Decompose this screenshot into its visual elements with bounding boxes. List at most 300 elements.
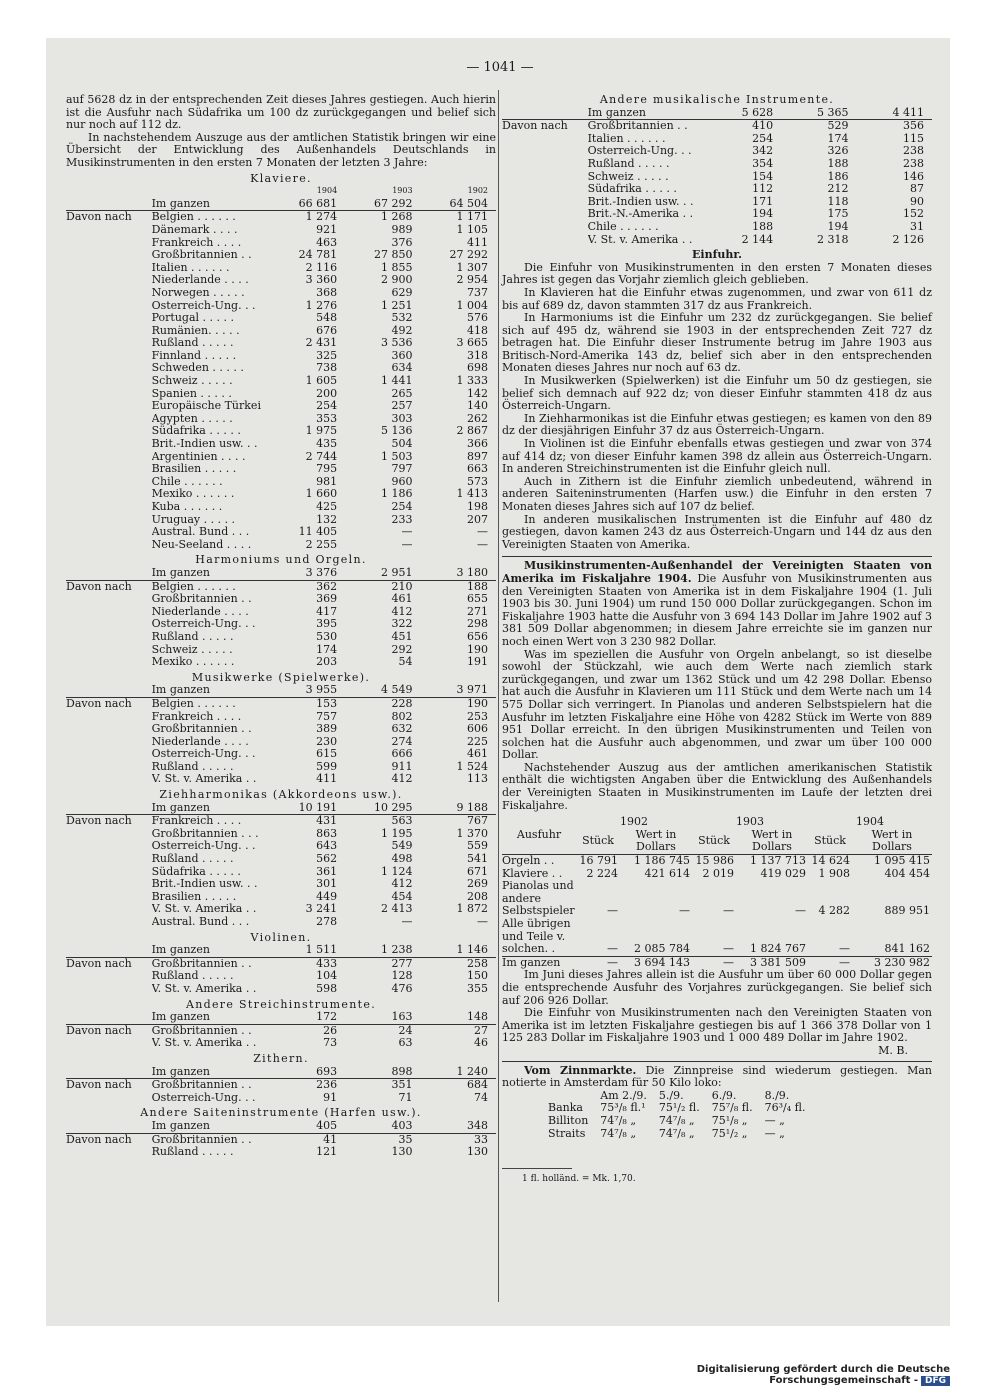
value-cell: 476 (391, 982, 413, 995)
country-cell: Rußland . . . . . (151, 1146, 234, 1159)
value-cell: 326 (827, 145, 849, 158)
table-row (502, 918, 932, 956)
value-cell: 412 (391, 605, 413, 618)
zithern-table (66, 1066, 496, 1105)
spacer-cell (66, 237, 152, 250)
total-value: 163 (345, 1011, 420, 1024)
davon-label: Davon nach (66, 580, 132, 593)
metal-cell: Banka (548, 1101, 583, 1115)
stueck-header: Stück (698, 834, 730, 848)
klaviere-table (66, 185, 496, 551)
value-cell: 841 162 (884, 942, 930, 956)
country-cell: Südafrika . . . . . (151, 865, 241, 878)
year-header: 1902 (467, 186, 488, 196)
total-value: 405 (270, 1120, 345, 1133)
table-row (502, 221, 932, 234)
value-cell: 112 (752, 183, 774, 196)
total-label: Im ganzen (152, 802, 270, 815)
table-row (66, 891, 496, 904)
table-row (502, 880, 932, 918)
value-cell: 404 454 (884, 867, 930, 880)
harmoniums-table (66, 567, 496, 669)
value-cell: 2 744 (305, 450, 338, 463)
price-cell: 74⁷/₈ „ (600, 1113, 637, 1127)
einfuhr-paragraph: In Musikwerken (Spielwerken) ist die Einfuhr um 50 dz gestiegen, sie belief sich demnach auf 922 dz; von dieser Einfuhr stammten 418 dz aus Österreich-Ungarn. (502, 374, 932, 413)
total-value: — (723, 956, 734, 969)
einfuhr-heading: Einfuhr. (692, 248, 742, 262)
value-cell: 342 (752, 145, 774, 158)
value-cell: 46 (474, 1037, 488, 1050)
value-cell: 1 370 (456, 827, 488, 840)
value-cell: 802 (391, 710, 413, 723)
einfuhr-paragraph: In Violinen ist die Einfuhr ebenfalls etwas gestiegen und zwar von 374 auf 414 dz; von dieser Einfuhr kamen 398 dz allein aus Österreich-Ungarn. In anderen Streichinstrumenten ist die Einfuhr gleich null. (502, 437, 932, 476)
value-cell: 615 (316, 748, 338, 761)
einfuhr-paragraph: Die Einfuhr von Musikinstrumenten in den ersten 7 Monaten dieses Jahres ist gegen das Vorjahr ziemlich gleich geblieben. (502, 260, 932, 287)
spacer-cell (502, 145, 588, 158)
value-cell: 212 (827, 183, 849, 196)
wert-header: Wert in Dollars (871, 828, 913, 854)
table-row (502, 183, 932, 196)
footer-text: Digitalisierung gefördert durch die Deutsche Forschungsgemeinschaft - (696, 1364, 950, 1386)
spacer-cell (66, 903, 152, 916)
value-cell: — (401, 538, 413, 551)
value-cell: 419 029 (760, 867, 806, 880)
price-cell: 76³/₄ fl. (764, 1101, 806, 1115)
country-cell: Großbritannien . . (151, 593, 252, 606)
total-value: 348 (421, 1120, 496, 1133)
table-row (66, 224, 496, 237)
table-row (66, 413, 496, 426)
total-label: Im ganzen (152, 567, 270, 580)
value-cell: 461 (391, 593, 413, 606)
total-value: 10 295 (345, 802, 420, 815)
davon-label: Davon nach (66, 814, 132, 828)
total-row (66, 1066, 496, 1079)
spacer-cell (66, 425, 152, 438)
spacer-cell (502, 234, 588, 247)
value-cell: 2 318 (817, 233, 849, 246)
value-cell: 351 (391, 1078, 413, 1092)
value-cell: 318 (467, 349, 488, 362)
spacer-cell (502, 208, 588, 221)
value-cell: 35 (398, 1133, 413, 1146)
value-cell: 16 791 (579, 854, 618, 868)
spacer-cell (66, 618, 152, 631)
value-cell: 254 (752, 132, 774, 145)
value-cell: 376 (391, 236, 413, 249)
total-row (66, 684, 496, 697)
table-row (66, 593, 496, 606)
value-cell: 989 (391, 223, 413, 236)
total-label: Im ganzen (152, 944, 270, 957)
value-cell: 254 (391, 501, 413, 513)
value-cell: 981 (316, 475, 338, 488)
musikwerke-section (66, 672, 496, 786)
table-row (66, 300, 496, 313)
value-cell: 54 (398, 656, 413, 669)
country-cell: Großbritannien . . (151, 723, 252, 736)
total-value: 693 (270, 1066, 345, 1079)
country-cell: Kuba . . . . . . (151, 501, 223, 513)
value-cell: 431 (316, 814, 338, 828)
total-value: 5 365 (781, 107, 856, 120)
value-cell: 278 (316, 916, 338, 928)
spacer-cell (66, 567, 152, 580)
stueck-header: Stück (582, 834, 614, 848)
davon-label: Davon nach (66, 957, 132, 970)
value-cell: 863 (316, 827, 338, 840)
table-row (66, 916, 496, 929)
value-cell: 277 (391, 957, 413, 970)
spacer-cell (66, 463, 152, 476)
country-cell: Großbritannien . . (151, 1133, 252, 1146)
value-cell: 14 624 (811, 854, 850, 868)
total-label: Im ganzen (152, 1120, 270, 1133)
country-cell: Großbritannien . . (151, 1024, 252, 1037)
spacer-cell (66, 514, 152, 527)
item-cell: Klaviere . . (502, 867, 563, 880)
value-cell: 115 (903, 132, 924, 145)
table-row (66, 723, 496, 736)
value-cell: 207 (467, 513, 488, 526)
value-cell: 598 (316, 982, 338, 995)
spacer-cell (66, 970, 152, 983)
total-value: 4 411 (857, 107, 932, 120)
value-cell: 737 (467, 286, 488, 299)
us-paragraph: Die Einfuhr von Musikinstrumenten nach den Vereinigten Staaten von Amerika ist im letzten Fiskaljahre gestiegen bis auf 1 366 378 Dollar von 1 125 283 Dollar im Fiskaljahre 1903 und 1 000 489 Dollar im Jahre 1902. (502, 1006, 932, 1045)
value-cell: 1 441 (381, 375, 413, 388)
country-cell: Frankreich . . . . (151, 236, 242, 249)
table-row (502, 868, 932, 881)
value-cell: 425 (316, 501, 338, 513)
country-cell: Großbritannien . . . (151, 827, 259, 840)
table-row (66, 1079, 496, 1092)
value-cell: 253 (467, 710, 488, 723)
total-label: Im ganzen (502, 956, 561, 969)
violinen-table (66, 944, 496, 995)
spacer-cell (66, 312, 152, 325)
us-export-table (502, 816, 932, 969)
value-cell: 454 (391, 890, 413, 903)
country-cell: V. St. v. Amerika . . (151, 903, 257, 916)
table-row (66, 539, 496, 552)
value-cell: 153 (316, 697, 338, 710)
spacer-cell (66, 866, 152, 879)
value-cell: 366 (467, 438, 488, 451)
wert-header: Wert in Dollars (635, 828, 677, 854)
column-divider (498, 90, 499, 1302)
value-cell: 418 (467, 324, 488, 337)
value-cell: 1 171 (456, 210, 488, 224)
value-cell: 146 (903, 170, 924, 183)
value-cell: 2 900 (381, 274, 413, 287)
spacer-cell (66, 400, 152, 413)
spacer-cell (66, 606, 152, 619)
item-cell: Alle übrigen und Teile v. solchen. . (502, 918, 571, 956)
table-row (66, 438, 496, 451)
total-row (66, 1011, 496, 1024)
total-value: 66 681 (270, 198, 345, 211)
country-cell: Ägypten . . . . . (151, 412, 233, 425)
section-title: Andere Streichinstrumente. (185, 997, 377, 1011)
value-cell: 1 186 (381, 488, 413, 501)
value-cell: 676 (316, 324, 338, 337)
spacer-cell (502, 221, 588, 234)
value-cell: 1 274 (305, 210, 338, 224)
value-cell: 389 (316, 723, 338, 736)
table-row (66, 262, 496, 275)
einfuhr-paragraph: In Harmoniums ist die Einfuhr um 232 dz zurückgegangen. Sie belief sich auf 495 dz, während sie 1903 in der entsprechenden Zeit 727 dz betragen hat. Die Einfuhr dieser Instrumente betrug im Jahre 1903 aus Britisch-Nord-Amerika 143 dz, belief sich aber in den entsprechenden Monaten dieses Jahres nur noch auf 63 dz. (502, 311, 932, 375)
table-row (66, 644, 496, 657)
value-cell: 175 (827, 208, 849, 221)
total-row (66, 944, 496, 957)
spacer-cell (66, 853, 152, 866)
value-cell: 128 (391, 970, 413, 983)
value-cell: 190 (467, 697, 488, 710)
table-row (66, 287, 496, 300)
value-cell: 254 (316, 400, 338, 413)
spacer-cell (66, 631, 152, 644)
country-cell: Brasilien . . . . . (151, 890, 237, 903)
price-cell: 75³/₈ fl.¹ (600, 1101, 646, 1115)
value-cell: 412 (391, 878, 413, 891)
price-cell: 75¹/₈ „ (711, 1113, 748, 1127)
table-row (66, 840, 496, 853)
country-cell: Rußland . . . . . (151, 970, 234, 983)
value-cell: 74 (474, 1091, 488, 1104)
table-row (502, 133, 932, 146)
value-cell: 634 (391, 362, 413, 375)
value-cell: 265 (391, 387, 413, 400)
value-cell: 532 (391, 312, 413, 325)
value-cell: 198 (467, 501, 488, 513)
value-cell: 208 (467, 890, 488, 903)
spacer-cell (66, 526, 152, 539)
total-value: 172 (270, 1011, 345, 1024)
spacer-cell (66, 802, 152, 815)
value-cell: 435 (316, 438, 338, 451)
value-cell: 632 (391, 723, 413, 736)
table-row (66, 580, 496, 593)
spacer-cell (66, 249, 152, 262)
value-cell: 463 (316, 236, 338, 249)
table-row (66, 656, 496, 669)
country-cell: Schweiz . . . . . (587, 170, 669, 183)
davon-label: Davon nach (66, 697, 132, 710)
value-cell: 2 116 (305, 261, 338, 274)
table-row (66, 350, 496, 363)
section-title: Harmoniums und Orgeln. (195, 553, 367, 567)
country-cell: Schweiz . . . . . (151, 643, 233, 656)
spacer-cell (66, 828, 152, 841)
andere-table (502, 107, 932, 247)
metal-cell: Straits (548, 1126, 586, 1140)
total-value: 5 628 (706, 107, 781, 120)
value-cell: 1 268 (381, 210, 413, 224)
country-cell: Italien . . . . . . (151, 261, 230, 274)
table-row (66, 526, 496, 539)
country-cell: Brit.-Indien usw. . . (151, 438, 258, 451)
table-row (66, 451, 496, 464)
value-cell: 238 (903, 157, 924, 170)
table-row (66, 1133, 496, 1146)
signature: M. B. (878, 1043, 908, 1057)
spacer-cell (66, 748, 152, 761)
value-cell: 2 413 (381, 903, 413, 916)
section-title: Ziehharmonikas (Akkordeons usw.). (159, 788, 403, 802)
spacer-cell (502, 107, 588, 120)
spacer-cell (66, 593, 152, 606)
spacer-cell (502, 171, 588, 184)
zithern-section (66, 1053, 496, 1104)
value-cell: 31 (910, 220, 924, 233)
saiten-section (66, 1107, 496, 1158)
country-cell: Europäische Türkei (151, 400, 261, 413)
value-cell: 24 (398, 1024, 413, 1037)
zinn-table (542, 1090, 811, 1140)
value-cell: 1 855 (381, 261, 413, 274)
value-cell: 1 524 (456, 760, 488, 773)
date-header: 6./9. (711, 1088, 737, 1102)
table-row (502, 120, 932, 133)
value-cell: 271 (467, 605, 488, 618)
spacer-cell (66, 891, 152, 904)
total-row (66, 198, 496, 211)
spacer-cell (66, 1011, 152, 1024)
spacer-cell (66, 438, 152, 451)
table-row (66, 476, 496, 489)
value-cell: 562 (316, 853, 338, 866)
country-cell: Spanien . . . . . (151, 387, 232, 400)
value-cell: 292 (391, 643, 413, 656)
value-cell: 530 (316, 630, 338, 643)
value-cell: 433 (316, 957, 338, 970)
table-row (66, 878, 496, 891)
value-cell: 132 (316, 513, 338, 526)
total-value: 3 230 982 (874, 956, 930, 969)
value-cell: 91 (323, 1091, 338, 1104)
price-cell: — „ (764, 1113, 785, 1127)
table-row (66, 748, 496, 761)
country-cell: Österreich-Ung. . . (151, 618, 256, 631)
spacer-cell (66, 1120, 152, 1133)
value-cell: 698 (467, 362, 488, 375)
value-cell: 200 (316, 387, 338, 400)
price-cell: 75¹/₂ fl. (658, 1101, 700, 1115)
total-value: 4 549 (345, 684, 420, 697)
spacer-cell (66, 375, 152, 388)
zinn-text: Die Zinnpreise sind wiederum gestiegen. Man notierte in Amsterdam für 50 Kilo loko: (502, 1063, 932, 1090)
spacer-cell (502, 133, 588, 146)
total-label: Im ganzen (588, 107, 706, 120)
intro-paragraph: In nachstehendem Auszuge aus der amtlichen Statistik bringen wir eine Übersicht der Entwicklung des Außenhandels Deutschlands in Musikinstrumenten in den ersten 7 Monaten der letzten 3 Jahre: (66, 130, 496, 169)
total-value: — (607, 956, 618, 969)
value-cell: 190 (467, 643, 488, 656)
value-cell: 228 (391, 697, 413, 710)
total-label: Im ganzen (152, 1066, 270, 1079)
spacer-cell (66, 451, 152, 464)
table-row (66, 463, 496, 476)
value-cell: 3 360 (305, 274, 338, 287)
total-label: Im ganzen (152, 1011, 270, 1024)
country-cell: Neu-Seeland . . . . (151, 538, 252, 551)
value-cell: 889 951 (884, 904, 930, 918)
value-cell: 1 908 (818, 867, 850, 880)
value-cell: 1 413 (456, 488, 488, 501)
country-cell: Mexiko . . . . . . (151, 656, 235, 669)
spacer-cell (66, 983, 152, 996)
country-cell: Brit.-N.-Amerika . . (587, 208, 694, 221)
value-cell: 3 241 (305, 903, 338, 916)
spacer-cell (66, 916, 152, 929)
value-cell: — (477, 916, 488, 928)
intro-paragraph: auf 5628 dz in der entsprechenden Zeit dieses Jahres gestiegen. Auch hierin ist die Ausfuhr nach Südafrika um 100 dz zurückgegangen und belief sich nur noch auf 112 dz. (66, 93, 496, 132)
value-cell: 368 (316, 286, 338, 299)
date-header: 8./9. (764, 1088, 790, 1102)
value-cell: 1 105 (456, 223, 488, 236)
value-cell: 757 (316, 710, 338, 723)
spacer-cell (66, 684, 152, 697)
value-cell: 118 (827, 195, 849, 208)
value-cell: 174 (316, 643, 338, 656)
total-value: 9 188 (421, 802, 496, 815)
value-cell: 1 824 767 (750, 942, 806, 956)
country-cell: Österreich-Ung. . . (151, 1091, 256, 1104)
table-row (502, 158, 932, 171)
spacer-cell (66, 644, 152, 657)
country-cell: Portugal . . . . . (151, 312, 235, 325)
value-cell: 461 (467, 748, 488, 761)
price-cell: 74⁷/₈ „ (600, 1126, 637, 1140)
table-row (66, 362, 496, 375)
value-cell: 325 (316, 349, 338, 362)
country-cell: Mexiko . . . . . . (151, 488, 235, 501)
table-row (66, 1024, 496, 1037)
spacer-cell (66, 878, 152, 891)
table-row (66, 957, 496, 970)
section-title: Andere musikalische Instrumente. (599, 93, 835, 106)
table-row (66, 1146, 496, 1159)
value-cell: 412 (391, 773, 413, 786)
country-cell: Dänemark . . . . (151, 223, 238, 236)
value-cell: 656 (467, 630, 488, 643)
us-heading: Musikinstrumenten-Außenhandel der Vereinigten Staaten von Amerika im Fiskaljahre 1904. (502, 559, 932, 585)
total-value: 1 511 (270, 944, 345, 957)
spacer-cell (502, 183, 588, 196)
value-cell: 274 (391, 735, 413, 748)
table-row (502, 855, 932, 868)
value-cell: 1 605 (305, 375, 338, 388)
spacer-cell (66, 388, 152, 401)
country-cell: Norwegen . . . . . (151, 286, 245, 299)
value-cell: 1 872 (456, 903, 488, 916)
total-value: 3 694 143 (634, 956, 690, 969)
spacer-cell (66, 773, 152, 786)
total-value: 3 381 509 (750, 956, 806, 969)
davon-label: Davon nach (66, 1024, 132, 1037)
value-cell: 671 (467, 865, 488, 878)
ziehharmonikas-section (66, 789, 496, 929)
value-cell: 355 (467, 982, 488, 995)
spacer-cell (66, 539, 152, 552)
value-cell: 421 614 (644, 867, 690, 880)
spacer-cell (66, 736, 152, 749)
country-cell: Niederlande . . . . (151, 274, 249, 287)
total-label: Im ganzen (152, 684, 270, 697)
spacer-cell (66, 1092, 152, 1105)
table-row (66, 618, 496, 631)
table-row (66, 736, 496, 749)
